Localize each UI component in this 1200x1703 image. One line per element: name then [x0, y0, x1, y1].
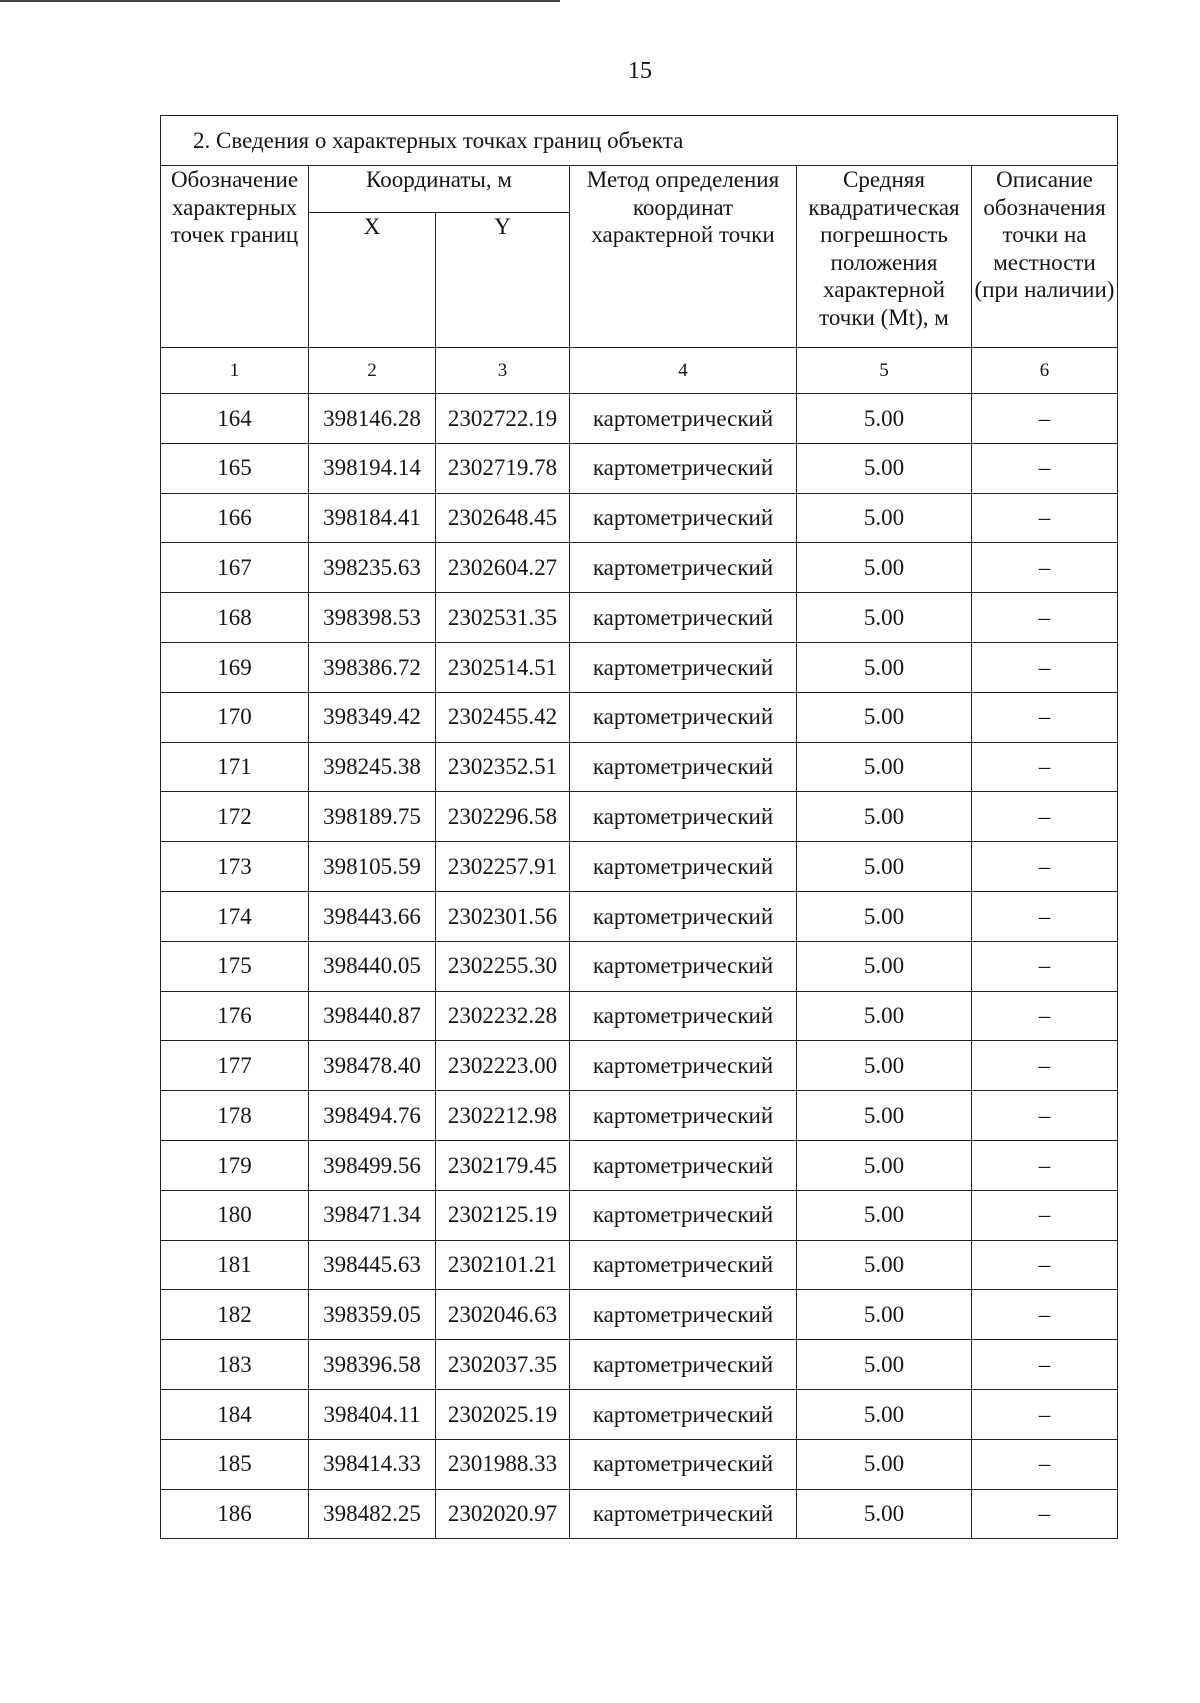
cell-error: 5.00	[797, 692, 972, 742]
cell-y: 2302531.35	[436, 593, 570, 643]
cell-point: 166	[161, 493, 309, 543]
cell-x: 398235.63	[309, 543, 436, 593]
cell-x: 398194.14	[309, 443, 436, 493]
page-number: 15	[628, 58, 652, 84]
cell-x: 398445.63	[309, 1240, 436, 1290]
cell-error: 5.00	[797, 742, 972, 792]
table-row	[161, 792, 1118, 842]
cell-error: 5.00	[797, 543, 972, 593]
cell-point: 173	[161, 842, 309, 892]
cell-error: 5.00	[797, 394, 972, 444]
cell-y: 2302296.58	[436, 792, 570, 842]
header-coords: Координаты, м	[309, 166, 570, 213]
table-row	[161, 543, 1118, 593]
scan-edge-line	[0, 0, 560, 2]
cell-description: –	[972, 642, 1118, 692]
cell-method: картометрический	[570, 394, 797, 444]
cell-x: 398396.58	[309, 1340, 436, 1390]
cell-x: 398443.66	[309, 891, 436, 941]
cell-point: 182	[161, 1290, 309, 1340]
cell-point: 170	[161, 692, 309, 742]
cell-y: 2302604.27	[436, 543, 570, 593]
column-number: 5	[797, 348, 972, 394]
cell-description: –	[972, 742, 1118, 792]
cell-method: картометрический	[570, 1240, 797, 1290]
cell-method: картометрический	[570, 1439, 797, 1489]
cell-y: 2302179.45	[436, 1140, 570, 1190]
cell-method: картометрический	[570, 891, 797, 941]
table-row	[161, 1340, 1118, 1390]
table-row	[161, 1439, 1118, 1489]
cell-error: 5.00	[797, 1389, 972, 1439]
cell-point: 168	[161, 593, 309, 643]
cell-description: –	[972, 941, 1118, 991]
cell-error: 5.00	[797, 941, 972, 991]
cell-y: 2302101.21	[436, 1240, 570, 1290]
cell-method: картометрический	[570, 742, 797, 792]
section-title: 2. Сведения о характерных точках границ объекта	[161, 116, 1118, 166]
table-row	[161, 394, 1118, 444]
column-number: 1	[161, 348, 309, 394]
cell-method: картометрический	[570, 842, 797, 892]
cell-description: –	[972, 792, 1118, 842]
cell-y: 2302125.19	[436, 1190, 570, 1240]
table-row	[161, 742, 1118, 792]
header-error: Средняя квадратическая погрешность положения характерной точки (Mt), м	[797, 166, 972, 348]
cell-method: картометрический	[570, 543, 797, 593]
table-row	[161, 1190, 1118, 1240]
column-number: 4	[570, 348, 797, 394]
cell-method: картометрический	[570, 1290, 797, 1340]
cell-point: 164	[161, 394, 309, 444]
cell-point: 171	[161, 742, 309, 792]
cell-error: 5.00	[797, 991, 972, 1041]
boundary-points-table	[160, 115, 1118, 1539]
cell-point: 172	[161, 792, 309, 842]
cell-description: –	[972, 1389, 1118, 1439]
cell-description: –	[972, 1439, 1118, 1489]
cell-x: 398440.87	[309, 991, 436, 1041]
cell-error: 5.00	[797, 1489, 972, 1539]
table-row	[161, 1240, 1118, 1290]
cell-description: –	[972, 543, 1118, 593]
cell-method: картометрический	[570, 642, 797, 692]
cell-y: 2302025.19	[436, 1389, 570, 1439]
cell-x: 398398.53	[309, 593, 436, 643]
cell-description: –	[972, 1190, 1118, 1240]
cell-y: 2302212.98	[436, 1091, 570, 1141]
cell-method: картометрический	[570, 1190, 797, 1240]
cell-x: 398189.75	[309, 792, 436, 842]
cell-description: –	[972, 842, 1118, 892]
column-numbers-row	[161, 348, 1118, 394]
header-point: Обозначение характерных точек границ	[161, 166, 309, 348]
cell-x: 398404.11	[309, 1389, 436, 1439]
header-method: Метод определения координат характерной точки	[570, 166, 797, 348]
cell-point: 174	[161, 891, 309, 941]
cell-description: –	[972, 692, 1118, 742]
cell-method: картометрический	[570, 1041, 797, 1091]
cell-method: картометрический	[570, 941, 797, 991]
table-row	[161, 842, 1118, 892]
cell-y: 2301988.33	[436, 1439, 570, 1489]
cell-error: 5.00	[797, 642, 972, 692]
cell-error: 5.00	[797, 1240, 972, 1290]
cell-method: картометрический	[570, 792, 797, 842]
table-row	[161, 891, 1118, 941]
cell-method: картометрический	[570, 1489, 797, 1539]
cell-description: –	[972, 443, 1118, 493]
cell-point: 179	[161, 1140, 309, 1190]
cell-point: 177	[161, 1041, 309, 1091]
cell-x: 398494.76	[309, 1091, 436, 1141]
cell-point: 180	[161, 1190, 309, 1240]
cell-y: 2302232.28	[436, 991, 570, 1041]
cell-x: 398349.42	[309, 692, 436, 742]
cell-x: 398184.41	[309, 493, 436, 543]
cell-error: 5.00	[797, 891, 972, 941]
cell-x: 398414.33	[309, 1439, 436, 1489]
cell-point: 176	[161, 991, 309, 1041]
cell-description: –	[972, 891, 1118, 941]
column-number: 2	[309, 348, 436, 394]
table-row	[161, 443, 1118, 493]
cell-y: 2302722.19	[436, 394, 570, 444]
cell-description: –	[972, 1340, 1118, 1390]
cell-error: 5.00	[797, 593, 972, 643]
table-row	[161, 642, 1118, 692]
cell-description: –	[972, 991, 1118, 1041]
cell-description: –	[972, 1091, 1118, 1141]
header-x: X	[309, 213, 436, 348]
cell-y: 2302020.97	[436, 1489, 570, 1539]
cell-description: –	[972, 1240, 1118, 1290]
cell-error: 5.00	[797, 792, 972, 842]
table-row	[161, 1091, 1118, 1141]
cell-error: 5.00	[797, 443, 972, 493]
cell-description: –	[972, 394, 1118, 444]
cell-y: 2302455.42	[436, 692, 570, 742]
cell-point: 183	[161, 1340, 309, 1390]
cell-error: 5.00	[797, 1041, 972, 1091]
cell-y: 2302255.30	[436, 941, 570, 991]
table-row	[161, 1140, 1118, 1190]
cell-y: 2302719.78	[436, 443, 570, 493]
table-row	[161, 493, 1118, 543]
table-row	[161, 991, 1118, 1041]
cell-point: 167	[161, 543, 309, 593]
cell-y: 2302301.56	[436, 891, 570, 941]
cell-method: картометрический	[570, 493, 797, 543]
cell-x: 398359.05	[309, 1290, 436, 1340]
cell-y: 2302648.45	[436, 493, 570, 543]
cell-point: 184	[161, 1389, 309, 1439]
cell-error: 5.00	[797, 1290, 972, 1340]
table-row	[161, 941, 1118, 991]
cell-x: 398482.25	[309, 1489, 436, 1539]
cell-description: –	[972, 1489, 1118, 1539]
cell-x: 398499.56	[309, 1140, 436, 1190]
cell-error: 5.00	[797, 493, 972, 543]
cell-method: картометрический	[570, 692, 797, 742]
cell-point: 165	[161, 443, 309, 493]
column-number: 3	[436, 348, 570, 394]
cell-description: –	[972, 1290, 1118, 1340]
cell-method: картометрический	[570, 1340, 797, 1390]
cell-method: картометрический	[570, 991, 797, 1041]
cell-x: 398245.38	[309, 742, 436, 792]
cell-x: 398440.05	[309, 941, 436, 991]
cell-x: 398471.34	[309, 1190, 436, 1240]
cell-description: –	[972, 1041, 1118, 1091]
cell-point: 175	[161, 941, 309, 991]
table-row	[161, 1041, 1118, 1091]
cell-y: 2302223.00	[436, 1041, 570, 1091]
cell-method: картометрический	[570, 1389, 797, 1439]
table-row	[161, 593, 1118, 643]
cell-point: 186	[161, 1489, 309, 1539]
cell-x: 398478.40	[309, 1041, 436, 1091]
cell-method: картометрический	[570, 1091, 797, 1141]
header-y: Y	[436, 213, 570, 348]
cell-description: –	[972, 493, 1118, 543]
cell-error: 5.00	[797, 1091, 972, 1141]
cell-error: 5.00	[797, 1340, 972, 1390]
cell-description: –	[972, 1140, 1118, 1190]
cell-y: 2302046.63	[436, 1290, 570, 1340]
cell-point: 185	[161, 1439, 309, 1489]
cell-point: 178	[161, 1091, 309, 1141]
cell-point: 169	[161, 642, 309, 692]
cell-method: картометрический	[570, 1140, 797, 1190]
cell-x: 398146.28	[309, 394, 436, 444]
cell-error: 5.00	[797, 1190, 972, 1240]
table-row	[161, 1389, 1118, 1439]
cell-method: картометрический	[570, 593, 797, 643]
cell-y: 2302514.51	[436, 642, 570, 692]
column-number: 6	[972, 348, 1118, 394]
cell-x: 398386.72	[309, 642, 436, 692]
cell-error: 5.00	[797, 1140, 972, 1190]
cell-error: 5.00	[797, 1439, 972, 1489]
table-row	[161, 1489, 1118, 1539]
cell-y: 2302257.91	[436, 842, 570, 892]
cell-description: –	[972, 593, 1118, 643]
cell-y: 2302352.51	[436, 742, 570, 792]
cell-point: 181	[161, 1240, 309, 1290]
cell-method: картометрический	[570, 443, 797, 493]
table-row	[161, 692, 1118, 742]
table-row	[161, 1290, 1118, 1340]
cell-error: 5.00	[797, 842, 972, 892]
cell-x: 398105.59	[309, 842, 436, 892]
header-description: Описание обозначения точки на местности (при наличии)	[972, 166, 1118, 348]
cell-y: 2302037.35	[436, 1340, 570, 1390]
